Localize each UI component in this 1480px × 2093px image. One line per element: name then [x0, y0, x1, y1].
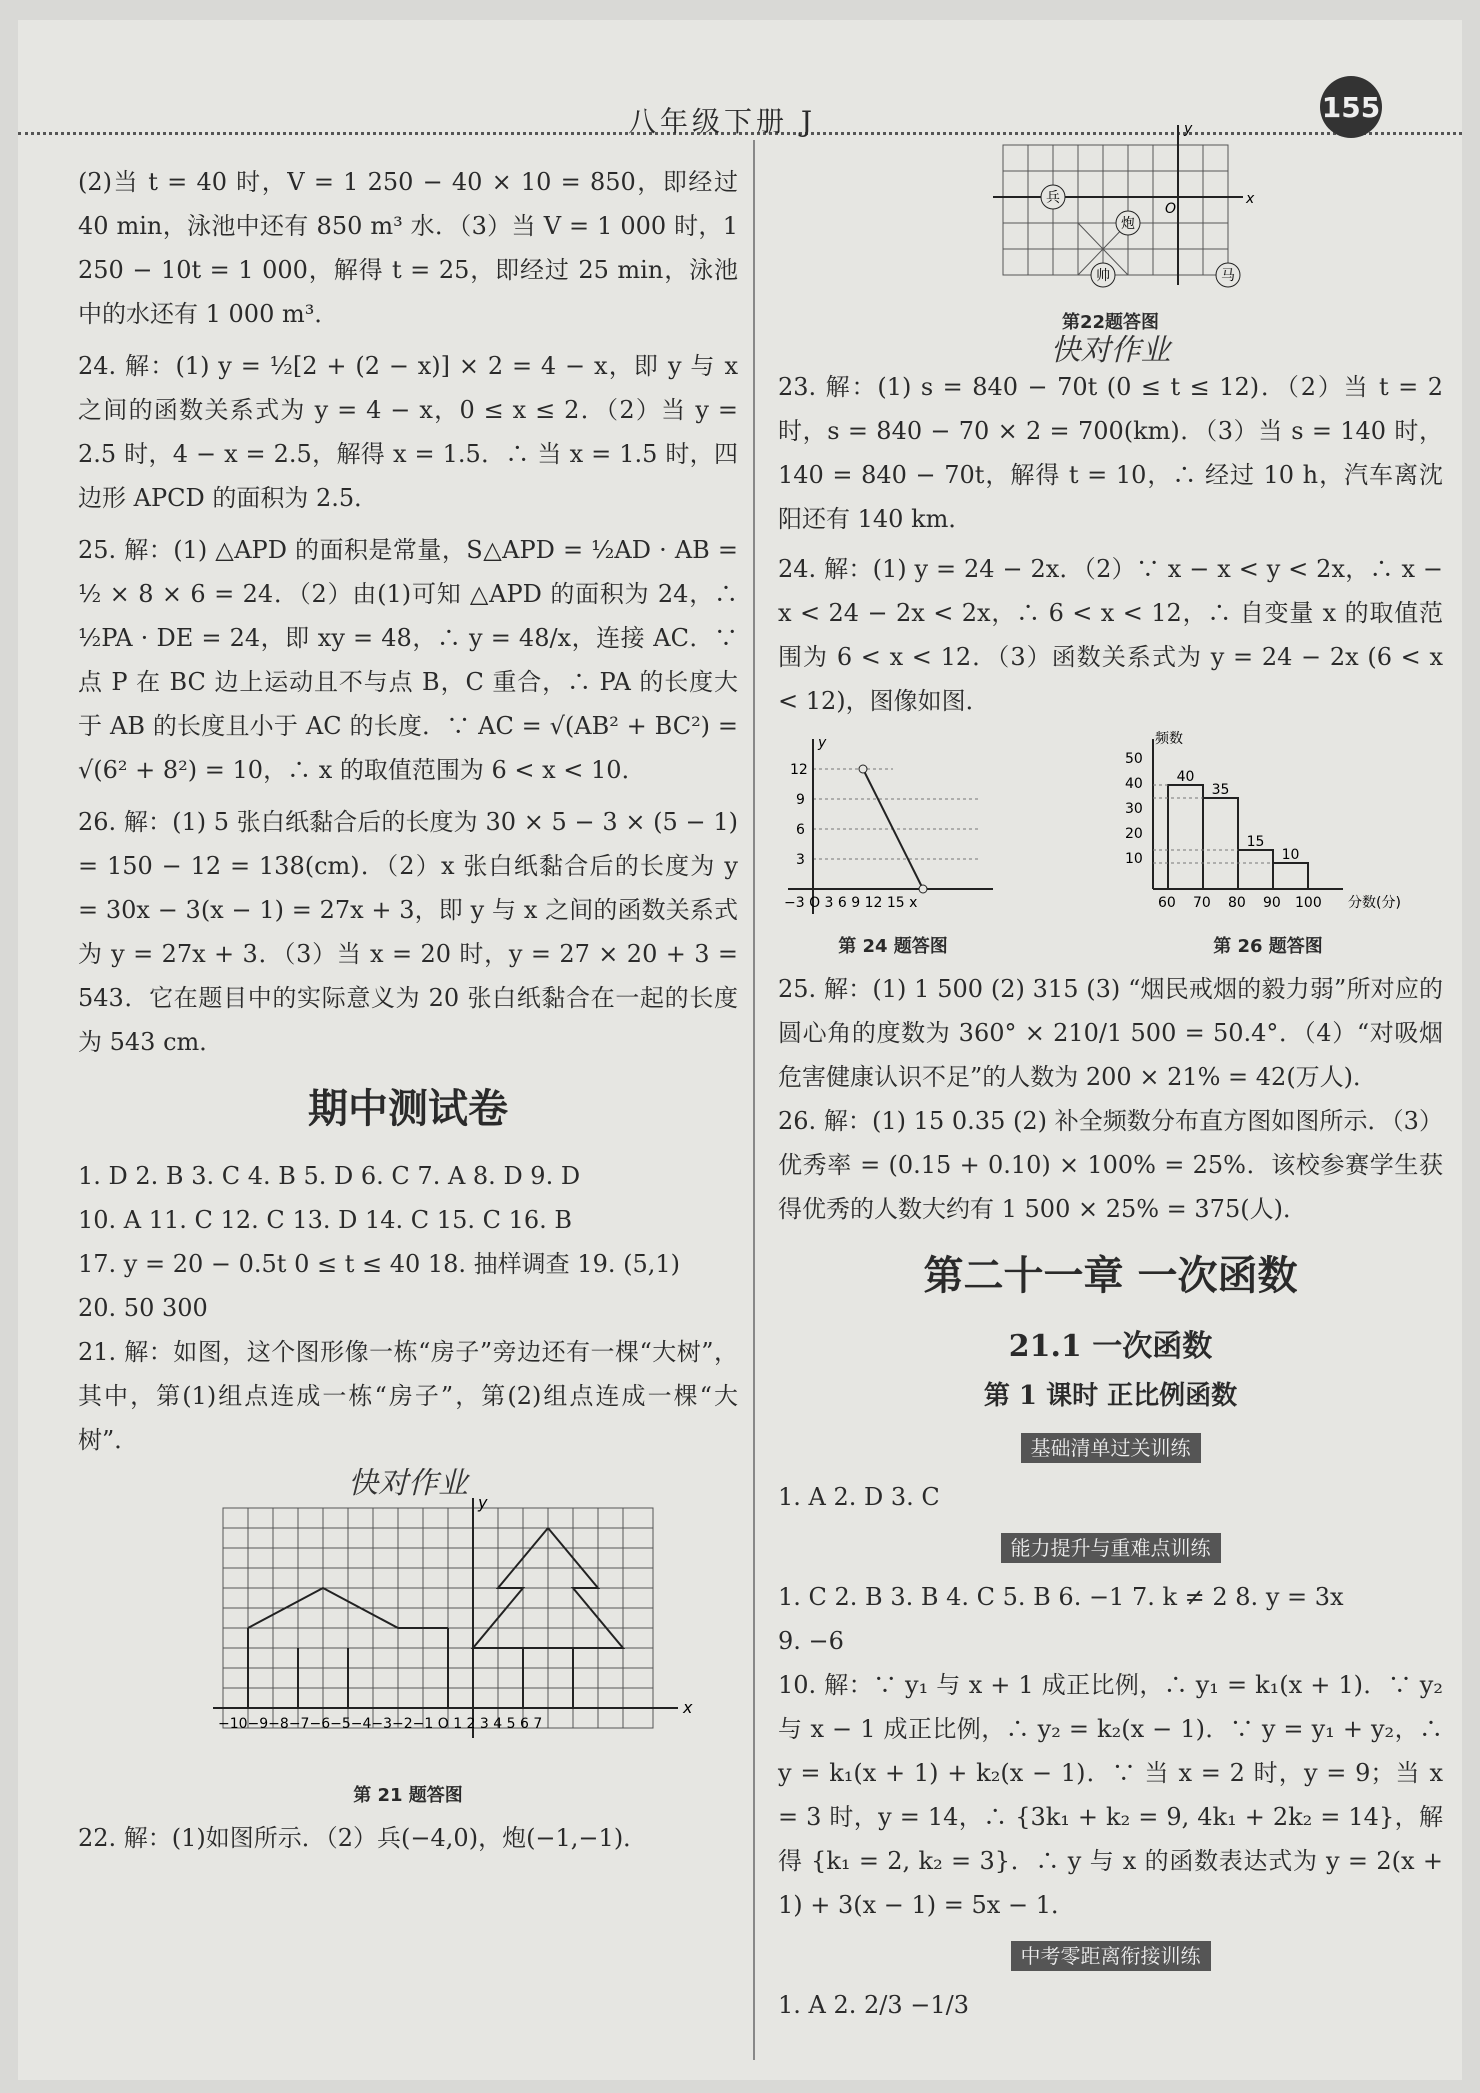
fig26-bar: [1203, 798, 1238, 889]
midterm-title: 期中测试卷: [308, 1085, 508, 1132]
piece-pao: 炮: [1121, 216, 1135, 232]
fig26-ytick-10: 10: [1125, 851, 1143, 867]
fig22-x-label: x: [1246, 191, 1255, 207]
badge-row-zhongkao: [778, 1933, 1443, 1977]
fig26-bar-label: 40: [1176, 769, 1195, 785]
piece-ma: 马: [1221, 268, 1235, 284]
badge-basic: 基础清单过关训练: [1021, 1433, 1201, 1463]
handwriting-left: [78, 1462, 738, 1501]
fig24-y-label: y: [818, 735, 827, 751]
page: [18, 20, 1462, 2080]
lesson-title: 第 1 课时 正比例函数: [983, 1381, 1238, 1411]
column-divider: [753, 140, 755, 2060]
figure-26-histogram: [1093, 729, 1443, 919]
fig24-ytick-6: 6: [796, 822, 805, 838]
answer-22: 22. 解：(1)如图所示．（2）兵(−4,0)，炮(−1,−1)．: [78, 1824, 648, 1852]
fig26-ytick-50: 50: [1125, 751, 1143, 767]
figure-26: [1093, 729, 1443, 961]
fig24-line: [863, 769, 923, 889]
fig21-y-label: y: [478, 1498, 488, 1512]
fig24-ytick-9: 9: [796, 792, 805, 808]
midterm-answers-4: 20. 50 300: [78, 1294, 208, 1322]
fig26-bars: [1153, 769, 1308, 889]
fig26-bar: [1273, 863, 1308, 889]
answer-10: 10. 解：∵ y₁ 与 x + 1 成正比例，∴ y₁ = k₁(x + 1)．∵ y₂ 与 x − 1 成正比例，∴ y₂ = k₂(x − 1)．∵ y = y₁ + y₂，∴ y = k₁(x + 1) + k₂(x − 1)．∵ 当 x = 2 时，y = 9；当 x = 3 时，y = 14，∴ {3k₁ + k₂ = 9, 4k₁ + 2k₂ = 14}，解得 {k₁ = 2, k₂ = 3}．∴ y 与 x 的函数表达式为 y = 2(x + 1) + 3(x − 1) = 5x − 1．: [778, 1671, 1443, 1919]
midterm-answers-1: 1. D 2. B 3. C 4. B 5. D 6. C 7. A 8. D 9. D: [78, 1162, 581, 1190]
figure-24-graph: [778, 729, 1008, 919]
badge-row-ability: [778, 1525, 1443, 1569]
fig24-ytick-3: 3: [796, 852, 805, 868]
answer-23-cont: (2)当 t = 40 时，V = 1 250 − 40 × 10 = 850，即经过 40 min，泳池中还有 850 m³ 水．（3）当 V = 1 000 时，1 250 − 10t = 1 000，解得 t = 25，即经过 25 min，泳池中的水还有 1 000 m³．: [78, 168, 738, 328]
header-title: 八年级下册 J: [628, 105, 817, 138]
answer-26: 26. 解：(1) 5 张白纸黏合后的长度为 30 × 5 − 3 × (5 − 1) = 150 − 12 = 138(cm)．（2）x 张白纸黏合后的长度为 y = 30x − 3(x − 1) = 27x + 3，即 y 与 x 之间的函数关系式为 y = 27x + 3．（3）当 x = 20 时，y = 27 × 20 + 3 = 543．它在题目中的实际意义为 20 张白纸黏合在一起的长度为 543 cm．: [78, 808, 738, 1056]
fig24-open-point-end: [919, 885, 927, 893]
fig24-ytick-12: 12: [790, 762, 808, 778]
section-title: 21.1 一次函数: [1008, 1329, 1213, 1364]
chapter-title: 第二十一章 一次函数: [923, 1252, 1298, 1299]
fig26-bar-label: 15: [1246, 834, 1265, 850]
right-column: [778, 115, 1443, 2027]
figure-21-caption: 第 21 题答图: [353, 1785, 463, 1806]
fig24-open-point-start: [859, 765, 867, 773]
handwriting-text: 快对作业: [1050, 333, 1171, 368]
fig26-ytick-40: 40: [1125, 776, 1143, 792]
figure-21: [78, 1498, 738, 1810]
fig26-bar-label: 10: [1281, 847, 1300, 863]
ability-answers-1: 1. C 2. B 3. B 4. C 5. B 6. −1 7. k ≠ 2 8. y = 3x: [778, 1583, 1344, 1611]
answer-25-right: 25. 解：(1) 1 500 (2) 315 (3) “烟民戒烟的毅力弱”所对应的圆心角的度数为 360° × 210/1 500 = 50.4°．（4）“对吸烟危害健康认识不足”的人数为 200 × 21% = 42(万人)．: [778, 975, 1443, 1091]
badge-ability: 能力提升与重难点训练: [1001, 1533, 1221, 1563]
figure-22-chessboard: [778, 115, 1443, 295]
figure-26-caption: 第 26 题答图: [1213, 936, 1323, 957]
handwriting-right: [778, 329, 1443, 368]
fig26-ytick-30: 30: [1125, 801, 1143, 817]
fig26-xtick-60: 60: [1158, 895, 1176, 911]
badge-zhongkao: 中考零距离衔接训练: [1011, 1941, 1211, 1971]
fig26-xtick-100: 100: [1295, 895, 1322, 911]
fig21-x-label: x: [683, 1698, 693, 1717]
fig26-ytick-20: 20: [1125, 826, 1143, 842]
fig26-xtick-80: 80: [1228, 895, 1246, 911]
left-column: [78, 160, 738, 1860]
answer-24-right: 24. 解：(1) y = 24 − 2x．（2）∵ x − x < y < 2x，∴ x − x < 24 − 2x < 2x，∴ 6 < x < 12，∴ 自变量 x 的取值范围为 6 < x < 12．（3）函数关系式为 y = 24 − 2x (6 < x < 12)，图像如图．: [778, 555, 1443, 715]
fig22-grid: [1003, 145, 1228, 275]
figure-22-caption: 第22题答图: [1061, 312, 1160, 333]
midterm-answers-3: 17. y = 20 − 0.5t 0 ≤ t ≤ 40 18. 抽样调查 19. (5,1): [78, 1250, 681, 1278]
fig22-y-label: y: [1184, 121, 1193, 137]
fig26-bar: [1168, 785, 1203, 889]
answer-23: 23. 解：(1) s = 840 − 70t (0 ≤ t ≤ 12)．（2）当 t = 2 时，s = 840 − 70 × 2 = 700(km)．（3）当 s = 140 时，140 = 840 − 70t，解得 t = 10，∴ 经过 10 h，汽车离沈阳还有 140 km．: [778, 373, 1443, 533]
figure-21-graph: [78, 1498, 738, 1768]
handwriting-text: 快对作业: [348, 1466, 468, 1501]
fig26-bar-label: 35: [1211, 782, 1230, 798]
answer-26-right: 26. 解：(1) 15 0.35 (2) 补全频数分布直方图如图所示．（3）优秀率 = (0.15 + 0.10) × 100% = 25%．该校参赛学生获得优秀的人数大约有 1 500 × 25% = 375(人)．: [778, 1107, 1443, 1223]
fig24-xticks: −3 O 3 6 9 12 15 x: [784, 895, 918, 911]
answer-25: 25. 解：(1) △APD 的面积是常量，S△APD = ½AD · AB = ½ × 8 × 6 = 24．（2）由(1)可知 △APD 的面积为 24，∴ ½PA · DE = 24，即 xy = 48，∴ y = 48/x，连接 AC．∵ 点 P 在 BC 边上运动且不与点 B，C 重合，∴ PA 的长度大于 AB 的长度且小于 AC 的长度．∵ AC = √(AB² + BC²) = √(6² + 8²) = 10，∴ x 的取值范围为 6 < x < 10．: [78, 536, 738, 784]
fig26-xtick-90: 90: [1263, 895, 1281, 911]
answer-21: 21. 解：如图，这个图形像一栋“房子”旁边还有一棵“大树”，其中，第(1)组点连成一栋“房子”，第(2)组点连成一棵“大树”．: [78, 1338, 738, 1454]
fig26-x-label: 分数(分): [1348, 895, 1401, 911]
page-number-badge: 155: [1320, 76, 1382, 138]
figure-24: [778, 729, 1008, 961]
fig26-y-label: 频数: [1155, 731, 1183, 747]
fig24-guides: [813, 769, 978, 859]
fig22-origin: O: [1165, 201, 1177, 217]
piece-shuai: 帅: [1096, 268, 1110, 284]
answer-24: 24. 解：(1) y = ½[2 + (2 − x)] × 2 = 4 − x，即 y 与 x 之间的函数关系式为 y = 4 − x，0 ≤ x ≤ 2．（2）当 y = 2.5 时，4 − x = 2.5，解得 x = 1.5．∴ 当 x = 1.5 时，四边形 APCD 的面积为 2.5．: [78, 352, 738, 512]
figure-22: [778, 115, 1443, 368]
fig21-xticks: −10−9−8−7−6−5−4−3−2−1 O 1 2 3 4 5 6 7: [218, 1716, 543, 1732]
fig21-grid: [223, 1508, 653, 1728]
piece-bing: 兵: [1046, 190, 1060, 206]
badge-row-basic: [778, 1425, 1443, 1469]
figure-24-caption: 第 24 题答图: [838, 936, 948, 957]
ability-answers-2: 9. −6: [778, 1627, 844, 1655]
midterm-answers-2: 10. A 11. C 12. C 13. D 14. C 15. C 16. B: [78, 1206, 573, 1234]
basic-answers: 1. A 2. D 3. C: [778, 1483, 940, 1511]
zhongkao-answers: 1. A 2. 2/3 −1/3: [778, 1991, 970, 2019]
fig26-xtick-70: 70: [1193, 895, 1211, 911]
fig26-bar: [1238, 850, 1273, 889]
figures-24-26: [778, 729, 1443, 961]
fig22-pieces: [1041, 185, 1240, 287]
